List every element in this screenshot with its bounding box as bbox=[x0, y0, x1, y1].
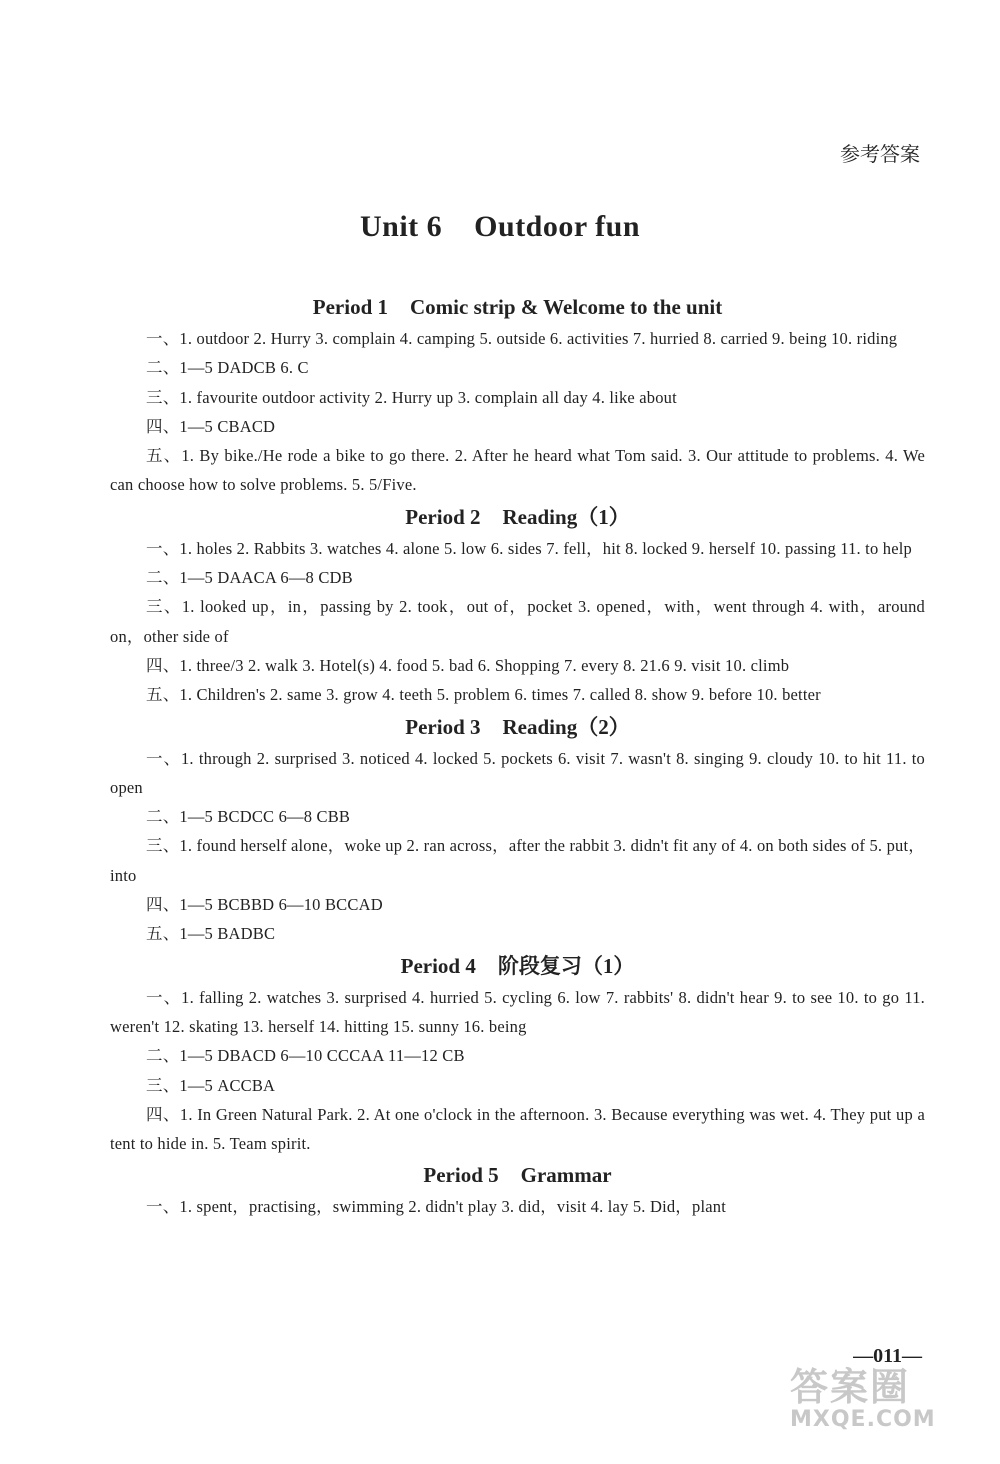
answer-line: 二、1—5 DAACA 6—8 CDB bbox=[146, 568, 353, 588]
answer-content bbox=[110, 290, 925, 1222]
answer-line: 三、1. favourite outdoor activity 2. Hurry up 3. complain all day 4. like about bbox=[146, 387, 677, 407]
answer-line: 二、1—5 DADCB 6. C bbox=[146, 358, 309, 378]
answer-line: 一、1. through 2. surprised 3. noticed 4. locked 5. pockets 6. visit 7. wasn't 8. singing 9. cloudy 10. to hit 11. to open bbox=[110, 748, 925, 797]
period-name: Reading（1） bbox=[502, 504, 630, 529]
answer-line: 三、1—5 ACCBA bbox=[146, 1075, 276, 1095]
answer-line: 二、1—5 DBACD 6—10 CCCAA 11—12 CB bbox=[146, 1046, 465, 1066]
section-label: 参考答案 bbox=[840, 142, 920, 166]
answer-line: 五、1—5 BADBC bbox=[146, 924, 276, 944]
period-name: 阶段复习（1） bbox=[497, 953, 635, 978]
answer-line: 四、1. In Green Natural Park. 2. At one o'clock in the afternoon. 3. Because everything was wet. 4. They put up a tent to hide in. 5. Team spirit. bbox=[110, 1104, 925, 1154]
unit-title bbox=[0, 210, 1000, 244]
period-4-title bbox=[110, 949, 925, 983]
watermark-logo-text: 答案圈 bbox=[790, 1365, 911, 1409]
period-label: Period 4 bbox=[400, 953, 476, 978]
period-label: Period 5 bbox=[423, 1163, 499, 1188]
period-label: Period 2 bbox=[405, 504, 481, 529]
period-name: Comic strip & Welcome to the unit bbox=[410, 295, 723, 319]
answer-line: 三、1. found herself alone，woke up 2. ran across，after the rabbit 3. didn't fit any of 4. on both sides of 5. put，into bbox=[110, 836, 925, 885]
unit-name: Outdoor fun bbox=[474, 210, 640, 243]
period-2-title bbox=[110, 500, 925, 534]
page-number: —011— bbox=[853, 1345, 922, 1367]
answer-line: 一、1. spent，practising，swimming 2. didn't play 3. did，visit 4. lay 5. Did，plant bbox=[146, 1197, 726, 1217]
answer-line: 四、1—5 BCBBD 6—10 BCCAD bbox=[146, 895, 383, 915]
period-5-title bbox=[110, 1158, 925, 1192]
period-3-title bbox=[110, 710, 925, 744]
period-1-title bbox=[110, 290, 925, 324]
watermark-logo bbox=[790, 1356, 980, 1446]
answer-line: 五、1. By bike./He rode a bike to go there. 2. After he heard what Tom said. 3. Our attitude to problems. 4. We can choose how to solve problems. 5. 5/Five. bbox=[110, 446, 925, 495]
answer-line: 四、1—5 CBACD bbox=[146, 416, 276, 436]
answer-line: 四、1. three/3 2. walk 3. Hotel(s) 4. food 5. bad 6. Shopping 7. every 8. 21.6 9. visit 10. climb bbox=[146, 655, 790, 675]
answer-line: 二、1—5 BCDCC 6—8 CBB bbox=[146, 807, 351, 827]
answer-line: 五、1. Children's 2. same 3. grow 4. teeth 5. problem 6. times 7. called 8. show 9. before 10. better bbox=[146, 685, 821, 705]
answer-line: 一、1. outdoor 2. Hurry 3. complain 4. camping 5. outside 6. activities 7. hurried 8. carried 9. being 10. riding bbox=[146, 329, 898, 348]
period-label: Period 1 bbox=[312, 295, 388, 319]
unit-number: Unit 6 bbox=[359, 210, 443, 243]
period-name: Reading（2） bbox=[502, 714, 630, 739]
answer-line: 一、1. falling 2. watches 3. surprised 4. hurried 5. cycling 6. low 7. rabbits' 8. didn't hear 9. to see 10. to go 11. weren't 12. skating 13. herself 14. hitting 15. sunny 16. being bbox=[110, 987, 925, 1036]
answer-line: 三、1. looked up，in，passing by 2. took，out of，pocket 3. opened，with，went through 4. with，around on，other side of bbox=[110, 597, 925, 646]
answer-line: 一、1. holes 2. Rabbits 3. watches 4. alone 5. low 6. sides 7. fell，hit 8. locked 9. herself 10. passing 11. to help bbox=[146, 538, 912, 558]
period-name: Grammar bbox=[520, 1163, 612, 1188]
period-label: Period 3 bbox=[405, 714, 481, 739]
watermark-url: MXQE.COM bbox=[790, 1407, 936, 1432]
